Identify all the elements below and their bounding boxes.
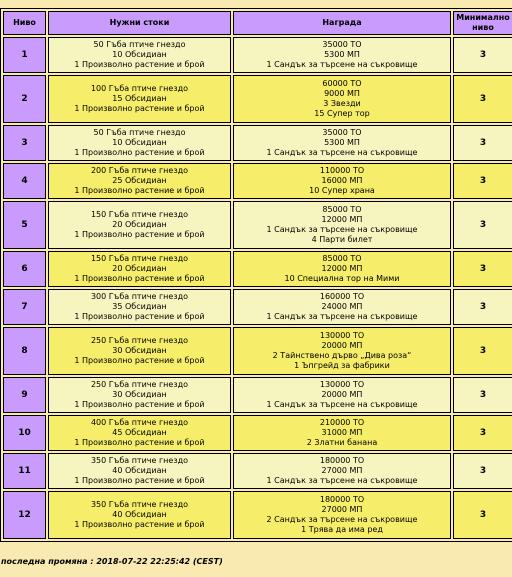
level-cell: 12 <box>3 491 46 539</box>
level-cell: 4 <box>3 163 46 199</box>
level-cell: 3 <box>3 125 46 161</box>
required-goods-cell <box>48 37 231 73</box>
reward-cell-line: 31000 МП <box>321 428 363 437</box>
reward-cell <box>233 75 451 123</box>
table-row <box>3 251 512 287</box>
required-goods-cell-line: 1 Произволно растение и брой <box>74 186 205 195</box>
table-row <box>3 163 512 199</box>
required-goods-cell-line: 50 Гъба птиче гнездо <box>93 128 186 137</box>
required-goods-cell-line: 30 Обсидиан <box>112 346 167 355</box>
table-row <box>3 201 512 249</box>
required-goods-cell-line: 30 Обсидиан <box>112 390 167 399</box>
required-goods-cell-line: 200 Гъба птиче гнездо <box>90 166 189 175</box>
reward-cell <box>233 251 451 287</box>
reward-cell-line: 85000 ТО <box>322 205 362 214</box>
reward-cell-line: 27000 МП <box>321 505 363 514</box>
reward-cell-line: 1 Сандък за търсене на съкровище <box>266 312 418 321</box>
reward-cell-line: 20000 МП <box>321 390 363 399</box>
required-goods-cell <box>48 125 231 161</box>
required-goods-cell-line: 10 Обсидиан <box>112 138 167 147</box>
required-goods-cell-line: 45 Обсидиан <box>112 428 167 437</box>
reward-cell <box>233 491 451 539</box>
reward-cell-line: 180000 ТО <box>319 495 365 504</box>
required-goods-cell-line: 1 Произволно растение и брой <box>74 356 205 365</box>
reward-cell-line: 85000 ТО <box>322 254 362 263</box>
required-goods-cell-line: 1 Произволно растение и брой <box>74 438 205 447</box>
min-level-cell: 3 <box>453 453 512 489</box>
required-goods-cell-line: 350 Гъба птиче гнездо <box>90 456 189 465</box>
required-goods-cell-line: 20 Обсидиан <box>112 264 167 273</box>
reward-cell-line: 1 Сандък за търсене на съкровище <box>266 476 418 485</box>
reward-cell-line: 3 Звезди <box>323 99 361 108</box>
required-goods-cell <box>48 201 231 249</box>
reward-cell <box>233 453 451 489</box>
reward-cell-line: 5300 МП <box>324 50 360 59</box>
level-cell: 9 <box>3 377 46 413</box>
header-required-goods: Нужни стоки <box>48 11 231 35</box>
reward-cell-line: 10 Специална тор на Мими <box>284 274 400 283</box>
required-goods-cell <box>48 289 231 325</box>
level-cell: 8 <box>3 327 46 375</box>
reward-cell-line: 2 Тайнствено дърво „Дива роза“ <box>272 351 412 360</box>
level-cell: 11 <box>3 453 46 489</box>
min-level-cell: 3 <box>453 289 512 325</box>
level-cell: 7 <box>3 289 46 325</box>
required-goods-cell-line: 1 Произволно растение и брой <box>74 476 205 485</box>
level-cell: 2 <box>3 75 46 123</box>
required-goods-cell-line: 150 Гъба птиче гнездо <box>90 210 189 219</box>
min-level-cell: 3 <box>453 327 512 375</box>
table-row <box>3 415 512 451</box>
required-goods-cell <box>48 251 231 287</box>
table-row <box>3 37 512 73</box>
level-cell: 1 <box>3 37 46 73</box>
reward-cell <box>233 201 451 249</box>
required-goods-cell <box>48 75 231 123</box>
min-level-cell: 3 <box>453 415 512 451</box>
required-goods-cell-line: 20 Обсидиан <box>112 220 167 229</box>
required-goods-cell-line: 1 Произволно растение и брой <box>74 148 205 157</box>
reward-cell-line: 130000 ТО <box>319 331 365 340</box>
table-row <box>3 377 512 413</box>
reward-cell-line: 9000 МП <box>324 89 360 98</box>
level-cell: 6 <box>3 251 46 287</box>
required-goods-cell <box>48 415 231 451</box>
reward-cell-line: 4 Парти билет <box>311 235 373 244</box>
reward-cell <box>233 125 451 161</box>
required-goods-cell-line: 400 Гъба птиче гнездо <box>90 418 189 427</box>
required-goods-cell-line: 350 Гъба птиче гнездо <box>90 500 189 509</box>
required-goods-cell <box>48 163 231 199</box>
required-goods-cell-line: 40 Обсидиан <box>112 510 167 519</box>
level-cell: 5 <box>3 201 46 249</box>
reward-cell-line: 10 Супер храна <box>309 186 375 195</box>
required-goods-cell-line: 35 Обсидиан <box>112 302 167 311</box>
last-modified: последна промяна : 2018-07-22 22:25:42 (CEST) <box>1 557 223 566</box>
required-goods-cell-line: 1 Произволно растение и брой <box>74 520 205 529</box>
quest-rows <box>3 37 512 539</box>
required-goods-cell-line: 300 Гъба птиче гнездо <box>90 292 189 301</box>
required-goods-cell-line: 250 Гъба птиче гнездо <box>90 336 189 345</box>
reward-cell <box>233 327 451 375</box>
required-goods-cell-line: 15 Обсидиан <box>112 94 167 103</box>
reward-cell-line: 2 Златни банана <box>306 438 378 447</box>
table-row <box>3 327 512 375</box>
reward-cell-line: 16000 МП <box>321 176 363 185</box>
reward-cell <box>233 163 451 199</box>
reward-cell-line: 1 Ъпгрейд за фабрики <box>294 361 390 370</box>
required-goods-cell-line: 250 Гъба птиче гнездо <box>90 380 189 389</box>
reward-cell-line: 5300 МП <box>324 138 360 147</box>
table-row <box>3 453 512 489</box>
required-goods-cell <box>48 453 231 489</box>
min-level-cell: 3 <box>453 377 512 413</box>
reward-cell-line: 1 Сандък за търсене на съкровище <box>266 225 418 234</box>
reward-cell <box>233 415 451 451</box>
min-level-cell: 3 <box>453 37 512 73</box>
reward-cell-line: 60000 ТО <box>322 79 362 88</box>
reward-cell <box>233 377 451 413</box>
min-level-cell: 3 <box>453 125 512 161</box>
reward-cell-line: 12000 МП <box>321 215 363 224</box>
min-level-cell: 3 <box>453 75 512 123</box>
min-level-cell: 3 <box>453 163 512 199</box>
header-row <box>3 11 512 35</box>
reward-cell-line: 2 Сандък за търсене на съкровище <box>266 515 418 524</box>
reward-cell-line: 130000 ТО <box>319 380 365 389</box>
reward-cell-line: 27000 МП <box>321 466 363 475</box>
required-goods-cell <box>48 491 231 539</box>
reward-cell-line: 24000 МП <box>321 302 363 311</box>
required-goods-cell-line: 100 Гъба птиче гнездо <box>90 84 189 93</box>
reward-cell-line: 1 Сандък за търсене на съкровище <box>266 60 418 69</box>
header-reward: Награда <box>233 11 451 35</box>
min-level-cell: 3 <box>453 491 512 539</box>
required-goods-cell-line: 150 Гъба птиче гнездо <box>90 254 189 263</box>
reward-cell-line: 20000 МП <box>321 341 363 350</box>
reward-cell-line: 1 Сандък за търсене на съкровище <box>266 400 418 409</box>
reward-cell <box>233 37 451 73</box>
required-goods-cell <box>48 377 231 413</box>
required-goods-cell-line: 10 Обсидиан <box>112 50 167 59</box>
reward-cell-line: 110000 ТО <box>319 166 365 175</box>
header-level: Ниво <box>3 11 46 35</box>
quest-table <box>0 8 512 542</box>
reward-cell-line: 35000 ТО <box>322 40 362 49</box>
required-goods-cell-line: 1 Произволно растение и брой <box>74 104 205 113</box>
required-goods-cell-line: 1 Произволно растение и брой <box>74 60 205 69</box>
reward-cell-line: 210000 ТО <box>319 418 365 427</box>
table-row <box>3 75 512 123</box>
header-min-level: Минимално ниво <box>453 11 512 35</box>
required-goods-cell-line: 1 Произволно растение и брой <box>74 312 205 321</box>
required-goods-cell-line: 1 Произволно растение и брой <box>74 274 205 283</box>
required-goods-cell-line: 1 Произволно растение и брой <box>74 230 205 239</box>
level-cell: 10 <box>3 415 46 451</box>
required-goods-cell-line: 50 Гъба птиче гнездо <box>93 40 186 49</box>
min-level-cell: 3 <box>453 201 512 249</box>
reward-cell-line: 1 Сандък за търсене на съкровище <box>266 148 418 157</box>
reward-cell-line: 15 Супер тор <box>314 109 370 118</box>
reward-cell-line: 160000 ТО <box>319 292 365 301</box>
required-goods-cell-line: 40 Обсидиан <box>112 466 167 475</box>
table-row <box>3 491 512 539</box>
table-row <box>3 289 512 325</box>
required-goods-cell-line: 25 Обсидиан <box>112 176 167 185</box>
required-goods-cell <box>48 327 231 375</box>
reward-cell-line: 12000 МП <box>321 264 363 273</box>
min-level-cell: 3 <box>453 251 512 287</box>
reward-cell <box>233 289 451 325</box>
reward-cell-line: 35000 ТО <box>322 128 362 137</box>
reward-cell-line: 1 Трява да има ред <box>301 525 383 534</box>
reward-cell-line: 180000 ТО <box>319 456 365 465</box>
table-row <box>3 125 512 161</box>
required-goods-cell-line: 1 Произволно растение и брой <box>74 400 205 409</box>
